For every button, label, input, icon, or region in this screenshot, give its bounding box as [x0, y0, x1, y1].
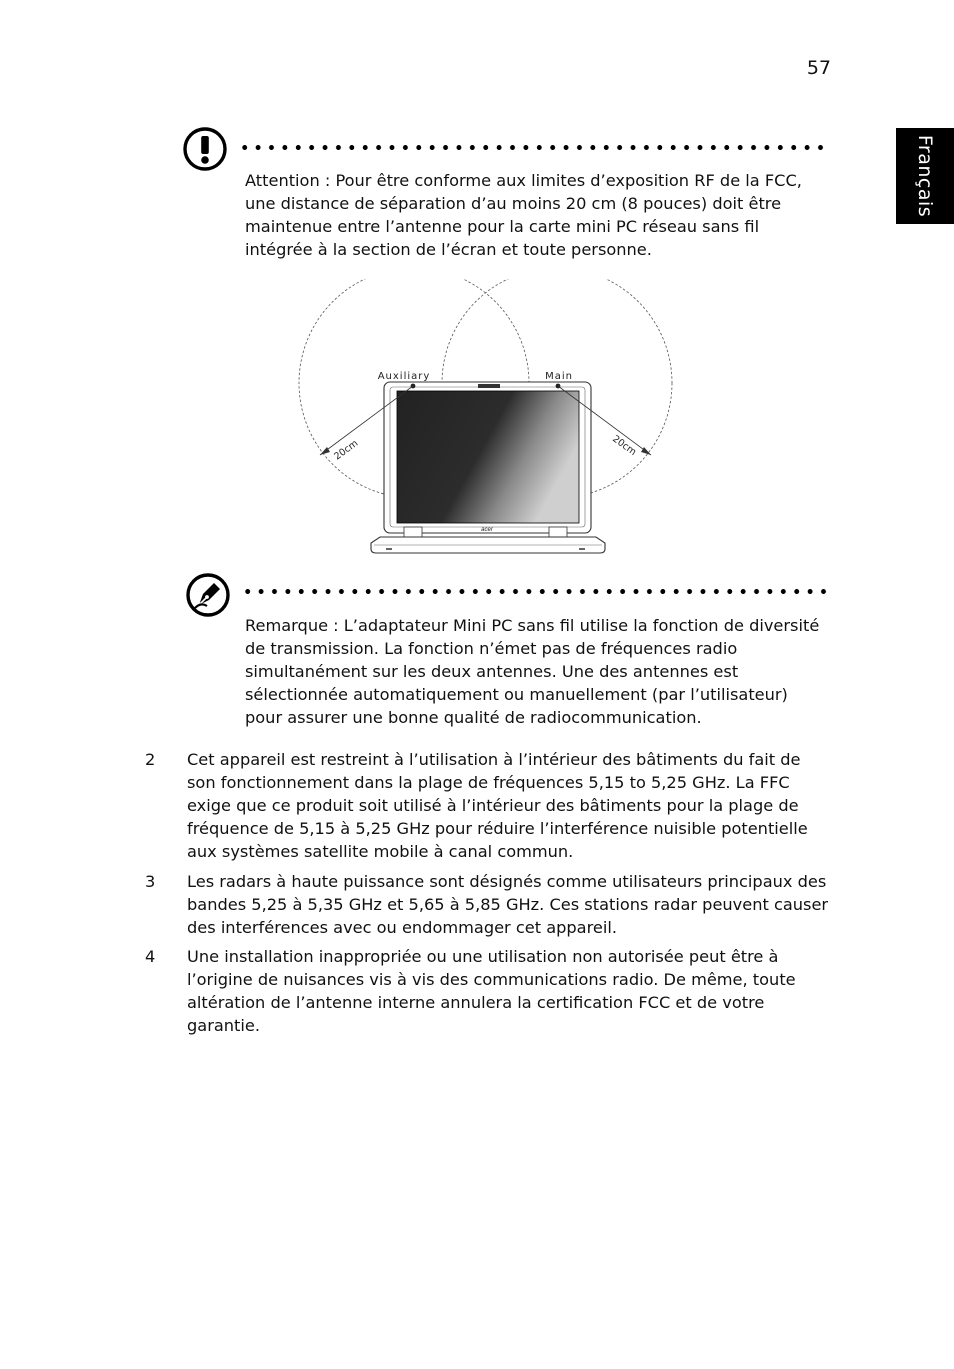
language-tab-label: Français	[914, 134, 936, 218]
exclamation-circle-icon	[182, 126, 228, 172]
page-number: 57	[806, 57, 831, 79]
attention-lead: Attention :	[245, 171, 331, 190]
antenna-diagram	[296, 279, 678, 561]
note-body: L’adaptateur Mini PC sans fil utilise la fonction de diversité de transmission. La fonction n’émet pas de fréquences radio simultanément sur les deux antennes. Une des antennes est sélectionnée automatiquement ou manuellement (par l’utilisateur) pour assurer une bonne qualité de radiocommunication.	[245, 616, 820, 727]
laptop-screen	[397, 391, 579, 523]
list-item-text: Cet appareil est restreint à l’utilisation à l’intérieur des bâtiments du fait de son fonctionnement dans la plage de fréquences 5,15 to 5,25 GHz. La FFC exige que ce produit soit utilisé à l’intérieur des bâtiments pour la plage de fréquence de 5,15 à 5,25 GHz pour réduire l’interférence nuisible potentielle aux systèmes satellite mobile à canal commun.	[187, 750, 808, 861]
list-item-number: 3	[145, 872, 156, 891]
note-divider	[241, 589, 831, 594]
note-lead: Remarque :	[245, 616, 339, 635]
list-item-text: Les radars à haute puissance sont désignés comme utilisateurs principaux des bandes 5,25 à 5,35 GHz et 5,65 à 5,85 GHz. Ces stations radar peuvent causer des interférences avec ou endommager cet appareil.	[187, 872, 829, 937]
attention-divider	[238, 145, 828, 150]
attention-text	[245, 169, 830, 261]
distance-label-right: 20cm	[610, 433, 639, 459]
attention-body: Pour être conforme aux limites d’exposition RF de la FCC, une distance de séparation d’au moins 20 cm (8 pouces) doit être maintenue entre l’antenne pour la carte mini PC réseau sans fil intégrée à la section de l’écran et toute personne.	[245, 171, 802, 259]
webcam-bar	[478, 384, 500, 388]
distance-label-left: 20cm	[332, 437, 361, 463]
note-text	[245, 614, 830, 729]
list-item-number: 2	[145, 750, 156, 769]
laptop-logo: acer	[481, 527, 493, 533]
list-item-text: Une installation inappropriée ou une utilisation non autorisée peut être à l’origine de nuisances vis à vis des communications radio. De même, toute altération de l’antenne interne annulera la certification FCC et de votre garantie.	[187, 947, 796, 1035]
auxiliary-label: Auxiliary	[377, 371, 431, 382]
main-label: Main	[545, 371, 573, 382]
pen-nib-circle-icon	[185, 572, 231, 618]
list-item-number: 4	[145, 947, 156, 966]
language-tab	[896, 128, 954, 224]
